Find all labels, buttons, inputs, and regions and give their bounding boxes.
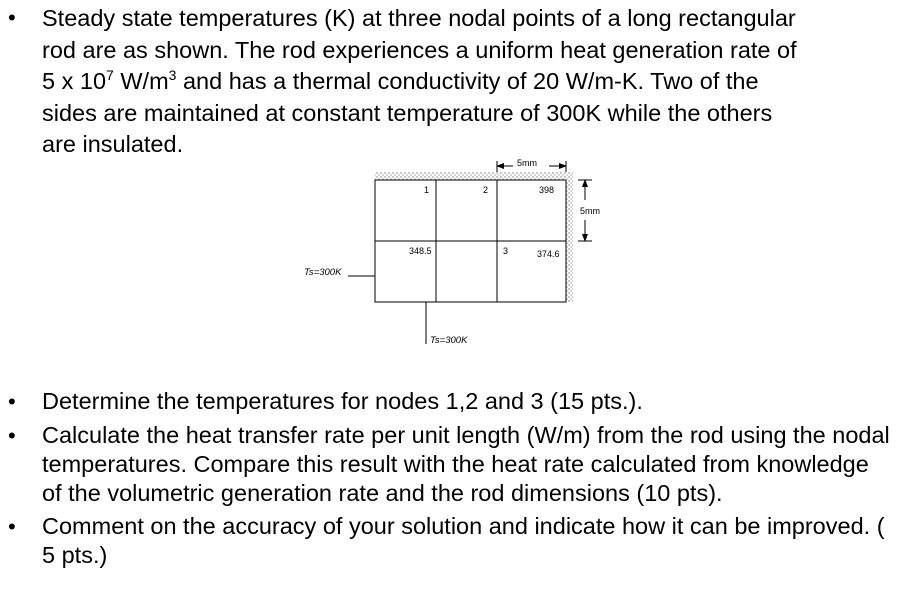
bottom-boundary-label: Ts=300K: [430, 335, 468, 346]
statement-line-2: rod are as shown. The rod experiences a uniform heat generation rate of: [42, 36, 797, 63]
statement-line-4: sides are maintained at constant temperature of 300K while the others: [42, 99, 773, 126]
node-label-1: 1: [424, 185, 430, 195]
dim-vertical-label: 5mm: [580, 206, 600, 216]
dim-horizontal-label: 5mm: [517, 158, 537, 168]
statement-line-3: 5 x $10^7$ $W/m^3$ and has a thermal conductivity of 20 W/m-K. Two of the: [42, 67, 759, 94]
statement-line-5: are insulated.: [42, 131, 184, 157]
task-2-line-2: temperatures. Compare this result with the heat rate calculated from knowledge: [42, 451, 869, 477]
node-label-3: 3: [503, 246, 509, 256]
node-grid: [375, 180, 566, 302]
bullet-task-3: •: [8, 514, 16, 539]
task-3-line-2: 5 pts.): [42, 542, 108, 568]
left-boundary-label: Ts=300K: [304, 267, 342, 278]
temp-top-right: 398: [539, 185, 555, 195]
task-2-line-1: Calculate the heat transfer rate per unit length (W/m) from the rod using the nodal: [42, 422, 890, 448]
task-1: [42, 387, 912, 416]
temp-middle-right: 374.6: [537, 249, 560, 259]
bullet-intro: •: [8, 5, 16, 30]
insulation-top: [375, 172, 570, 180]
task-2: [42, 421, 912, 508]
statement-line-1: Steady state temperatures (K) at three nodal points of a long rectangular: [42, 5, 796, 31]
task-1-line-1: Determine the temperatures for nodes 1,2 and 3 (15 pts.).: [42, 388, 643, 414]
task-2-line-3: of the volumetric generation rate and the rod dimensions (10 pts).: [42, 480, 723, 506]
bullet-task-2: •: [8, 423, 16, 448]
node-label-2: 2: [483, 185, 489, 195]
bullet-task-1: •: [8, 389, 16, 414]
task-3: [42, 512, 912, 570]
task-3-line-1: Comment on the accuracy of your solution and indicate how it can be improved. (: [42, 513, 885, 539]
insulation-right: [566, 172, 573, 302]
temp-middle-left: 348.5: [409, 246, 432, 256]
